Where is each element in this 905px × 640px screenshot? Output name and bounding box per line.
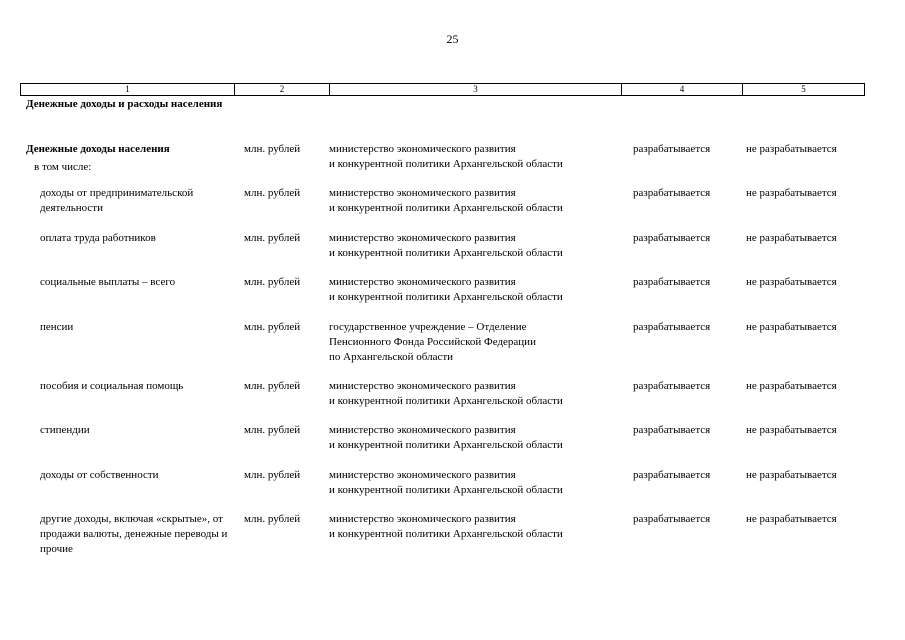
status-col4-cell: разрабатывается — [633, 143, 711, 155]
indicator-name: социальные выплаты – всего — [40, 276, 176, 288]
status-col5-cell: не разрабатывается — [746, 143, 837, 155]
unit-cell: млн. рублей — [244, 380, 301, 392]
column-header-row — [21, 84, 865, 96]
column-header-5: 5 — [743, 84, 865, 96]
table-row — [20, 423, 864, 453]
status-col4-cell: разрабатывается — [633, 187, 711, 199]
status-col5-cell: не разрабатывается — [746, 321, 837, 333]
status-col5-cell: не разрабатывается — [746, 276, 837, 288]
source-cell — [329, 142, 629, 175]
table-row — [20, 379, 864, 409]
unit-cell: млн. рублей — [244, 187, 301, 199]
status-col4-cell: разрабатывается — [633, 232, 711, 244]
indicator-name-cell — [20, 512, 234, 557]
indicator-name-cell — [20, 186, 234, 216]
indicator-name: другие доходы, включая «скрытые», от продажи валюты, денежные переводы и прочие — [40, 513, 228, 555]
column-header-1: 1 — [21, 84, 235, 96]
indicator-name: стипендии — [40, 424, 90, 436]
table-row — [20, 186, 864, 216]
source-cell — [329, 186, 629, 216]
status-col5-cell: не разрабатывается — [746, 469, 837, 481]
source-line: и конкурентной политики Архангельской области — [329, 528, 563, 540]
status-col5-cell: не разрабатывается — [746, 380, 837, 392]
status-col4-cell: разрабатывается — [633, 276, 711, 288]
source-line: министерство экономического развития — [329, 424, 516, 436]
indicator-name: оплата труда работников — [40, 232, 156, 244]
source-cell — [329, 275, 629, 305]
unit-cell: млн. рублей — [244, 276, 301, 288]
status-col4-cell: разрабатывается — [633, 513, 711, 525]
source-line: и конкурентной политики Архангельской области — [329, 158, 563, 170]
indicator-name-cell — [20, 142, 234, 175]
column-header-table — [20, 83, 865, 96]
status-col4-cell: разрабатывается — [633, 380, 711, 392]
indicator-name: пособия и социальная помощь — [40, 380, 184, 392]
table-row — [20, 320, 864, 365]
indicator-subtitle: в том числе: — [34, 161, 92, 173]
source-cell — [329, 320, 629, 365]
source-line: по Архангельской области — [329, 351, 454, 363]
source-line: министерство экономического развития — [329, 513, 516, 525]
unit-cell: млн. рублей — [244, 143, 301, 155]
status-col5-cell: не разрабатывается — [746, 513, 837, 525]
indicator-name: пенсии — [40, 321, 74, 333]
indicator-name-cell — [20, 468, 234, 498]
source-line: министерство экономического развития — [329, 380, 516, 392]
source-line: министерство экономического развития — [329, 143, 516, 155]
table-row — [20, 275, 864, 305]
status-col5-cell: не разрабатывается — [746, 187, 837, 199]
table-row — [20, 468, 864, 498]
source-line: и конкурентной политики Архангельской области — [329, 202, 563, 214]
source-line: и конкурентной политики Архангельской области — [329, 395, 563, 407]
status-col4-cell: разрабатывается — [633, 321, 711, 333]
source-cell — [329, 423, 629, 453]
table-row — [20, 142, 864, 175]
indicator-name-cell — [20, 320, 234, 365]
status-col5-cell: не разрабатывается — [746, 232, 837, 244]
table-row — [20, 512, 864, 557]
table-row — [20, 231, 864, 261]
source-cell — [329, 468, 629, 498]
source-line: министерство экономического развития — [329, 469, 516, 481]
unit-cell: млн. рублей — [244, 513, 301, 525]
indicator-name: Денежные доходы населения — [26, 143, 170, 155]
source-line: министерство экономического развития — [329, 232, 516, 244]
status-col4-cell: разрабатывается — [633, 424, 711, 436]
unit-cell: млн. рублей — [244, 424, 301, 436]
indicator-name-cell — [20, 275, 234, 305]
source-line: и конкурентной политики Архангельской области — [329, 484, 563, 496]
unit-cell: млн. рублей — [244, 321, 301, 333]
source-line: и конкурентной политики Архангельской области — [329, 439, 563, 451]
status-col4-cell: разрабатывается — [633, 469, 711, 481]
source-line: государственное учреждение – Отделение — [329, 321, 527, 333]
unit-cell: млн. рублей — [244, 232, 301, 244]
column-header-3: 3 — [330, 84, 622, 96]
page-number: 25 — [446, 32, 459, 46]
indicator-name-cell — [20, 423, 234, 453]
source-cell — [329, 512, 629, 557]
source-line: министерство экономического развития — [329, 187, 516, 199]
source-line: Пенсионного Фонда Российской Федерации — [329, 336, 536, 348]
section-title: Денежные доходы и расходы населения — [26, 98, 223, 110]
indicator-name-cell — [20, 379, 234, 409]
unit-cell: млн. рублей — [244, 469, 301, 481]
source-cell — [329, 231, 629, 261]
indicator-name: доходы от предпринимательской деятельности — [40, 187, 194, 214]
source-cell — [329, 379, 629, 409]
source-line: министерство экономического развития — [329, 276, 516, 288]
indicator-name-cell — [20, 231, 234, 261]
status-col5-cell: не разрабатывается — [746, 424, 837, 436]
indicator-name: доходы от собственности — [40, 469, 159, 481]
column-header-4: 4 — [622, 84, 743, 96]
source-line: и конкурентной политики Архангельской области — [329, 291, 563, 303]
column-header-2: 2 — [235, 84, 330, 96]
source-line: и конкурентной политики Архангельской области — [329, 247, 563, 259]
